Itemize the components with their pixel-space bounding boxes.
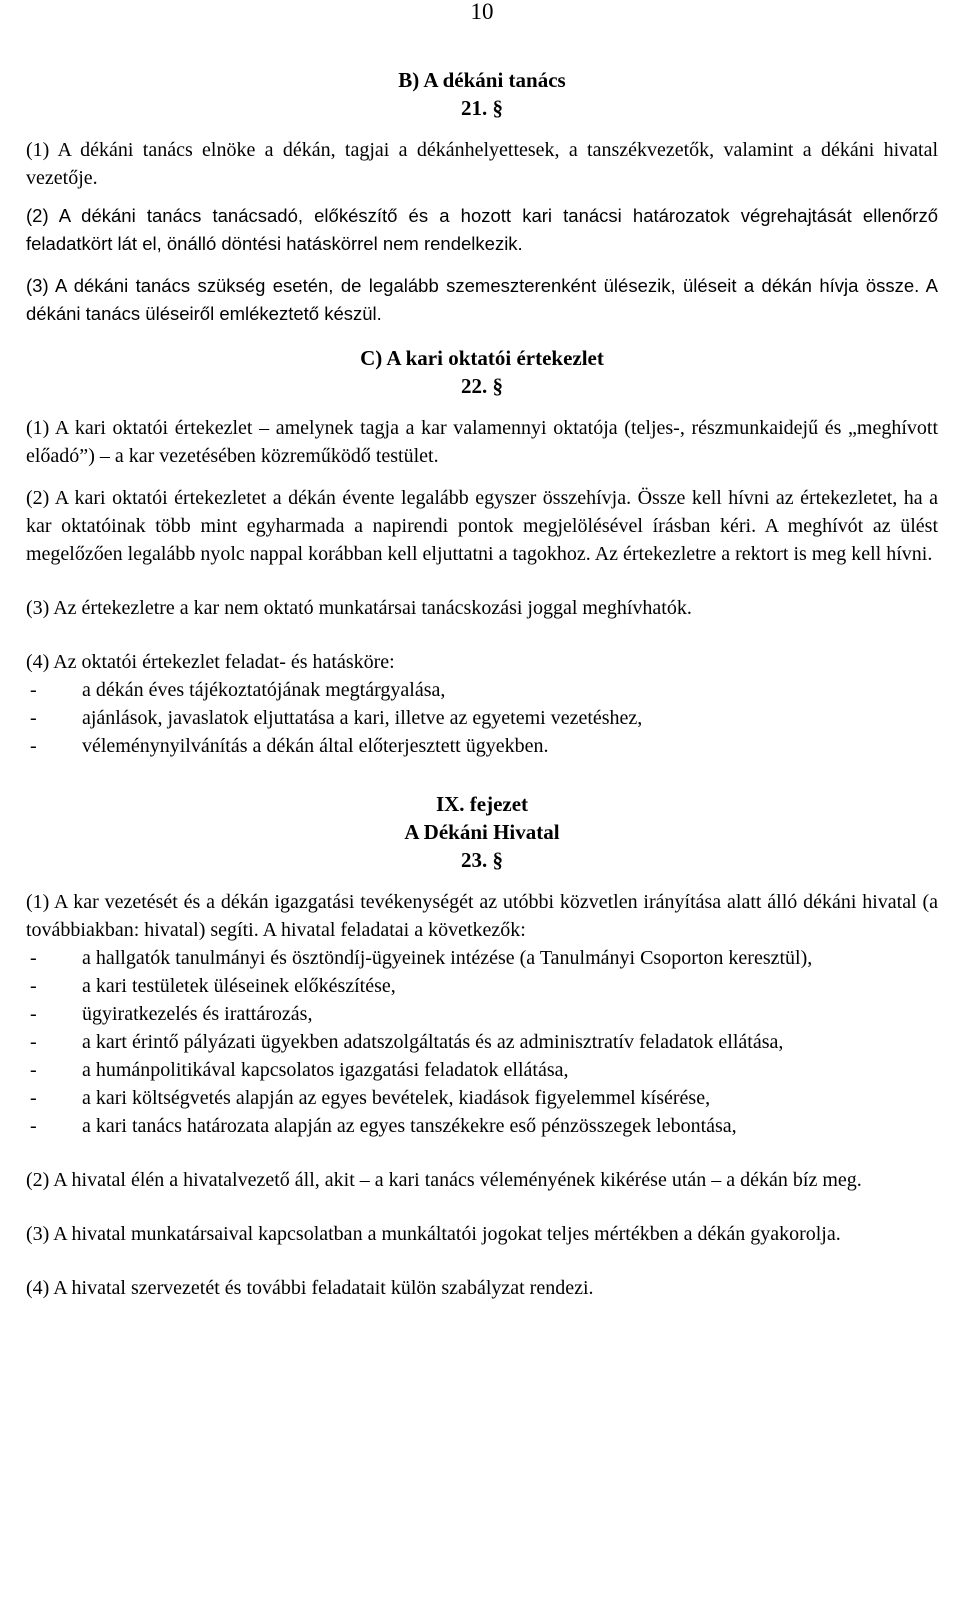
section-c-paragraph-4: (4) Az oktatói értekezlet feladat- és hatásköre: <box>26 651 395 673</box>
list-item-text: ügyiratkezelés és irattározás, <box>82 1003 313 1025</box>
chapter-ix-paragraph-2: (2) A hivatal élén a hivatalvezető áll, akit – a kari tanács véleményének kikérése után – a dékán bíz meg. <box>26 1169 862 1191</box>
chapter-ix-paragraph-1: (1) A kar vezetését és a dékán igazgatási tevékenységét az utóbbi közvetlen irányítása alatt álló dékáni hivatal (a továbbiakban: hivatal) segíti. A hivatal feladatai a következők: <box>26 891 938 941</box>
list-item-text: a dékán éves tájékoztatójának megtárgyalása, <box>82 679 446 701</box>
list-dash: - <box>30 1003 37 1025</box>
list-item-text: a kari testületek üléseinek előkészítése, <box>82 975 396 997</box>
list-item-text: véleménynyilvánítás a dékán által előterjesztett ügyekben. <box>82 735 549 757</box>
list-item <box>26 732 938 760</box>
page-number: 10 <box>470 0 494 24</box>
list-item-text: a hallgatók tanulmányi és ösztöndíj-ügyeinek intézése (a Tanulmányi Csoporton keresztül), <box>82 947 813 969</box>
section-c-title: C) A kari oktatói értekezlet <box>360 346 604 370</box>
list-item-text: ajánlások, javaslatok eljuttatása a kari, illetve az egyetemi vezetéshez, <box>82 707 643 729</box>
chapter-ix-label: IX. fejezet <box>435 792 529 816</box>
list-item-text: a kari tanács határozata alapján az egyes tanszékekre eső pénzösszegek lebontása, <box>82 1115 737 1137</box>
chapter-ix-title: A Dékáni Hivatal <box>404 820 560 844</box>
section-b-paragraph-1: (1) A dékáni tanács elnöke a dékán, tagjai a dékánhelyettesek, a tanszékvezetők, valamint a dékáni hivatal vezetője. <box>26 139 938 189</box>
list-item <box>26 1000 938 1028</box>
list-item <box>26 1112 938 1140</box>
list-dash: - <box>30 679 37 701</box>
list-dash: - <box>30 707 37 729</box>
section-c-number: 22. § <box>461 374 503 398</box>
chapter-ix-paragraph-4: (4) A hivatal szervezetét és további feladatait külön szabályzat rendezi. <box>26 1277 594 1299</box>
list-item <box>26 972 938 1000</box>
list-item <box>26 676 938 704</box>
list-dash: - <box>30 975 37 997</box>
list-dash: - <box>30 1087 37 1109</box>
list-item <box>26 944 938 972</box>
chapter-ix-number: 23. § <box>461 848 503 872</box>
section-b-title: B) A dékáni tanács <box>398 68 566 92</box>
list-item <box>26 1056 938 1084</box>
section-c-paragraph-1: (1) A kari oktatói értekezlet – amelynek tagja a kar valamennyi oktatója (teljes-, részmunkaidejű és „meghívott előadó”) – a kar vezetésében közreműködő testület. <box>26 417 938 467</box>
list-item <box>26 1028 938 1056</box>
list-dash: - <box>30 947 37 969</box>
list-item-text: a humánpolitikával kapcsolatos igazgatási feladatok ellátása, <box>82 1059 569 1081</box>
list-dash: - <box>30 1059 37 1081</box>
list-dash: - <box>30 1115 37 1137</box>
list-item <box>26 704 938 732</box>
chapter-ix-tasks-list <box>26 944 938 1140</box>
list-item <box>26 1084 938 1112</box>
section-b-paragraph-2: (2) A dékáni tanács tanácsadó, előkészítő és a hozott kari tanácsi határozatok végrehajtását ellenőrző feladatkört lát el, önálló döntési hatáskörrel nem rendelkezik. <box>26 205 938 254</box>
section-c-paragraph-2: (2) A kari oktatói értekezletet a dékán évente legalább egyszer összehívja. Össze kell hívni az értekezletet, ha a kar oktatóinak több mint egyharmada a napirendi pontok megjelölésével írásban kéri. A meghívót az ülést megelőzően legalább nyolc nappal korábban kell eljuttatni a tagokhoz. Az értekezletre a rektort is meg kell hívni. <box>26 487 938 565</box>
section-b-number: 21. § <box>461 96 503 120</box>
list-dash: - <box>30 735 37 757</box>
section-c-paragraph-3: (3) Az értekezletre a kar nem oktató munkatársai tanácskozási joggal meghívhatók. <box>26 597 692 619</box>
list-dash: - <box>30 1031 37 1053</box>
section-b-paragraph-3: (3) A dékáni tanács szükség esetén, de legalább szemeszterenként ülésezik, üléseit a dékán hívja össze. A dékáni tanács üléseiről emlékeztető készül. <box>26 275 938 324</box>
section-c-duties-list <box>26 676 938 760</box>
list-item-text: a kart érintő pályázati ügyekben adatszolgáltatás és az adminisztratív feladatok ellátása, <box>82 1031 784 1053</box>
chapter-ix-paragraph-3: (3) A hivatal munkatársaival kapcsolatban a munkáltatói jogokat teljes mértékben a dékán gyakorolja. <box>26 1223 841 1245</box>
list-item-text: a kari költségvetés alapján az egyes bevételek, kiadások figyelemmel kísérése, <box>82 1087 711 1109</box>
